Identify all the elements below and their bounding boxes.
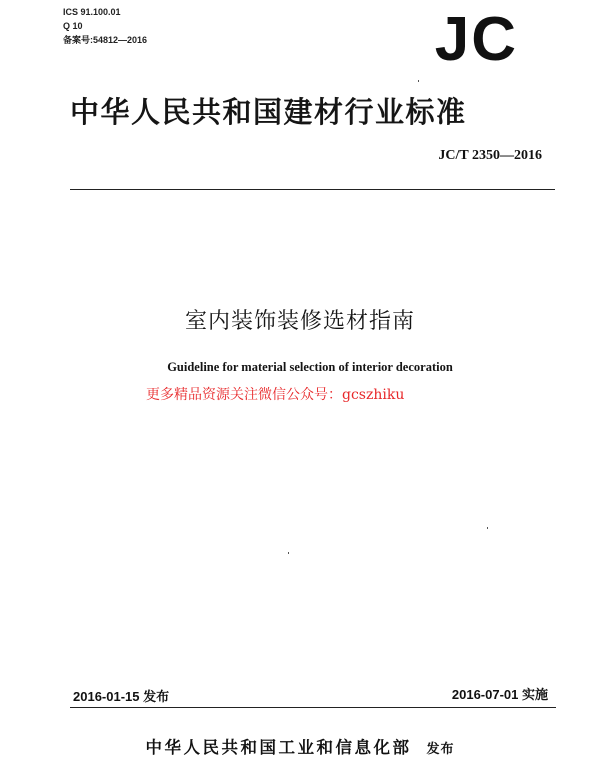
publisher-name: 中华人民共和国工业和信息化部 xyxy=(145,738,412,757)
bottom-divider xyxy=(70,707,556,708)
publisher-line xyxy=(0,734,600,758)
scan-speck xyxy=(288,552,289,554)
document-title-english: Guideline for material selection of interior decoration xyxy=(167,360,453,374)
watermark-text: 更多精品资源关注微信公众号：gcszhiku xyxy=(146,387,405,403)
standard-number: JC/T 2350—2016 xyxy=(438,148,542,163)
jc-logo: JC xyxy=(434,5,518,74)
classification-code: Q 10 xyxy=(63,21,83,31)
ics-code: ICS 91.100.01 xyxy=(63,7,121,17)
document-title: 室内装饰装修选材指南 xyxy=(184,309,415,334)
standard-category-title: 中华人民共和国建材行业标准 xyxy=(70,95,467,129)
implementation-date: 2016-07-01 实施 xyxy=(451,687,548,702)
scan-speck xyxy=(487,527,488,529)
record-number: 备案号:54812—2016 xyxy=(63,35,148,45)
top-divider xyxy=(70,189,555,190)
header-meta xyxy=(63,5,147,47)
scan-speck xyxy=(418,80,419,82)
issue-date: 2016-01-15 发布 xyxy=(73,689,170,704)
publisher-action: 发布 xyxy=(426,742,455,757)
